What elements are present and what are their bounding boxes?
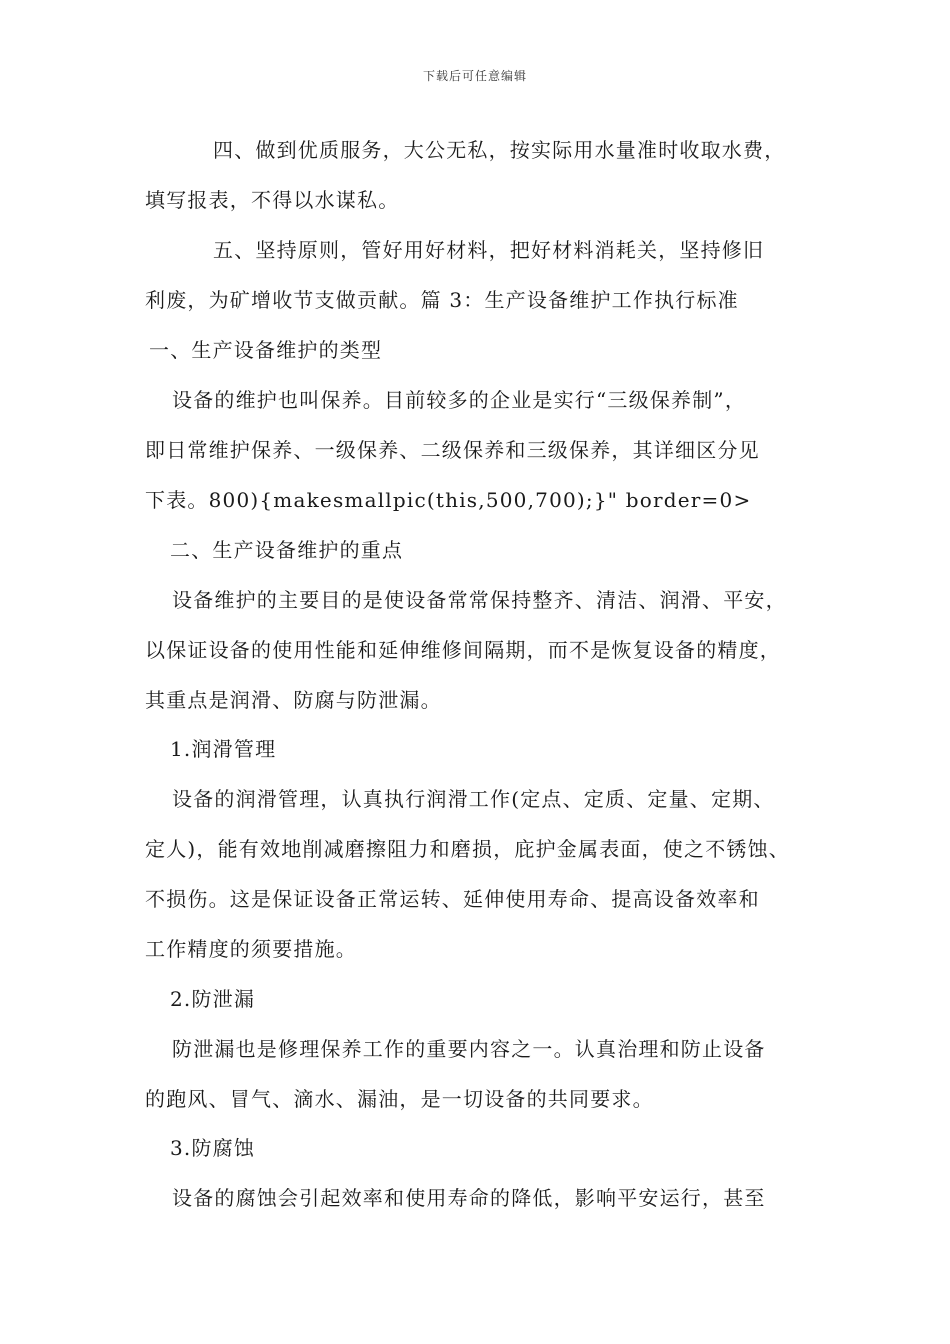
section-heading: 二、生产设备维护的重点 bbox=[170, 538, 404, 562]
subsection-heading: 2.防泄漏 bbox=[170, 987, 256, 1011]
paragraph-line: 以保证设备的使用性能和延伸维修间隔期，而不是恢复设备的精度， bbox=[145, 638, 781, 662]
paragraph-line: 填写报表，不得以水谋私。 bbox=[145, 188, 400, 212]
paragraph-line: 四、做到优质服务，大公无私，按实际用水量准时收取水费， bbox=[213, 138, 786, 162]
paragraph-line: 下表。800){makesmallpic(this,500,700);}" border=0> bbox=[145, 488, 752, 512]
paragraph-line: 五、坚持原则，管好用好材料，把好材料消耗关，坚持修旧 bbox=[213, 238, 765, 262]
section-heading: 一、生产设备维护的类型 bbox=[149, 338, 383, 362]
subsection-heading: 1.润滑管理 bbox=[170, 737, 277, 761]
paragraph-line: 设备的润滑管理，认真执行润滑工作(定点、定质、定量、定期、 bbox=[172, 787, 775, 811]
paragraph-line: 即日常维护保养、一级保养、二级保养和三级保养，其详细区分见 bbox=[145, 438, 760, 462]
paragraph-line: 定人)，能有效地削减磨擦阻力和磨损，庇护金属表面，使之不锈蚀、 bbox=[145, 837, 791, 861]
paragraph-line: 设备的腐蚀会引起效率和使用寿命的降低，影响平安运行，甚至 bbox=[172, 1186, 766, 1210]
paragraph-line: 防泄漏也是修理保养工作的重要内容之一。认真治理和防止设备 bbox=[172, 1037, 766, 1061]
paragraph-line: 其重点是润滑、防腐与防泄漏。 bbox=[145, 688, 442, 712]
paragraph-line: 不损伤。这是保证设备正常运转、延伸使用寿命、提高设备效率和 bbox=[145, 887, 760, 911]
paragraph-line: 工作精度的须要措施。 bbox=[145, 937, 357, 961]
page-header: 下载后可任意编辑 bbox=[422, 69, 527, 83]
paragraph-line: 利废，为矿增收节支做贡献。篇 3：生产设备维护工作执行标准 bbox=[145, 288, 739, 312]
paragraph-line: 的跑风、冒气、滴水、漏油，是一切设备的共同要求。 bbox=[145, 1087, 654, 1111]
paragraph-line: 设备的维护也叫保养。目前较多的企业是实行“三级保养制”， bbox=[172, 388, 747, 412]
subsection-heading: 3.防腐蚀 bbox=[170, 1136, 256, 1160]
paragraph-line: 设备维护的主要目的是使设备常常保持整齐、清洁、润滑、平安， bbox=[172, 588, 787, 612]
